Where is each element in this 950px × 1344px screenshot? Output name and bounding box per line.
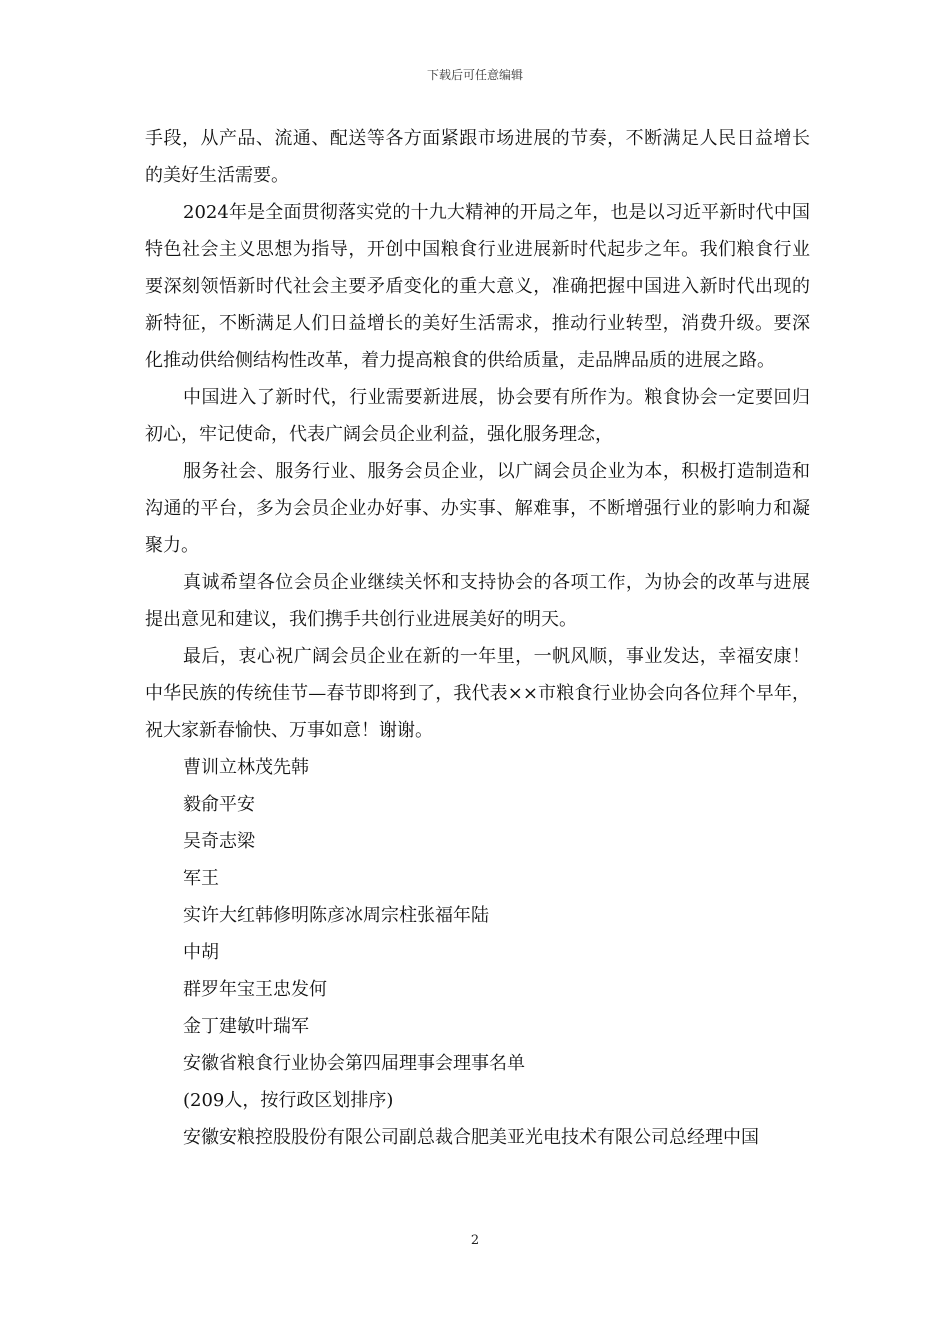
document-body xyxy=(145,120,810,1156)
name-line: 吴奇志梁 xyxy=(183,831,255,852)
list-entry-line: 安徽安粮控股股份有限公司副总裁合肥美亚光电技术有限公司总经理中国 xyxy=(183,1127,759,1148)
paragraph-6: 最后，衷心祝广阔会员企业在新的一年里，一帆风顺，事业发达，幸福安康！中华民族的传统佳节—春节即将到了，我代表××市粮食行业协会向各位拜个早年，祝大家新春愉快、万事如意！谢谢。 xyxy=(145,646,810,741)
list-note: (209人，按行政区划排序) xyxy=(183,1090,394,1111)
paragraph-2: 2024年是全面贯彻落实党的十九大精神的开局之年，也是以习近平新时代中国特色社会主义思想为指导，开创中国粮食行业进展新时代起步之年。我们粮食行业要深刻领悟新时代社会主要矛盾变化的重大意义，准确把握中国进入新时代出现的新特征，不断满足人们日益增长的美好生活需求，推动行业转型，消费升级。要深化推动供给侧结构性改革，着力提高粮食的供给质量，走品牌品质的进展之路。 xyxy=(145,202,810,371)
name-line: 曹训立林茂先韩 xyxy=(183,757,309,778)
name-line: 群罗年宝王忠发何 xyxy=(183,979,327,1000)
list-title: 安徽省粮食行业协会第四届理事会理事名单 xyxy=(183,1053,525,1074)
name-line: 军王 xyxy=(183,868,219,889)
paragraph-5: 真诚希望各位会员企业继续关怀和支持协会的各项工作，为协会的改革与进展提出意见和建议，我们携手共创行业进展美好的明天。 xyxy=(145,572,810,630)
page-number: 2 xyxy=(470,1233,480,1248)
name-line: 金丁建敏叶瑞军 xyxy=(183,1016,309,1037)
name-line: 毅俞平安 xyxy=(183,794,255,815)
paragraph-4: 服务社会、服务行业、服务会员企业，以广阔会员企业为本，积极打造制造和沟通的平台，多为会员企业办好事、办实事、解难事，不断增强行业的影响力和凝聚力。 xyxy=(145,461,810,556)
page-header-note: 下载后可任意编辑 xyxy=(426,68,523,82)
paragraph-1: 手段，从产品、流通、配送等各方面紧跟市场进展的节奏，不断满足人民日益增长的美好生活需要。 xyxy=(145,128,810,186)
paragraph-3: 中国进入了新时代，行业需要新进展，协会要有所作为。粮食协会一定要回归初心，牢记使命，代表广阔会员企业利益，强化服务理念， xyxy=(145,387,810,445)
name-line: 实许大红韩修明陈彦冰周宗柱张福年陆 xyxy=(183,905,489,926)
name-line: 中胡 xyxy=(183,942,219,963)
